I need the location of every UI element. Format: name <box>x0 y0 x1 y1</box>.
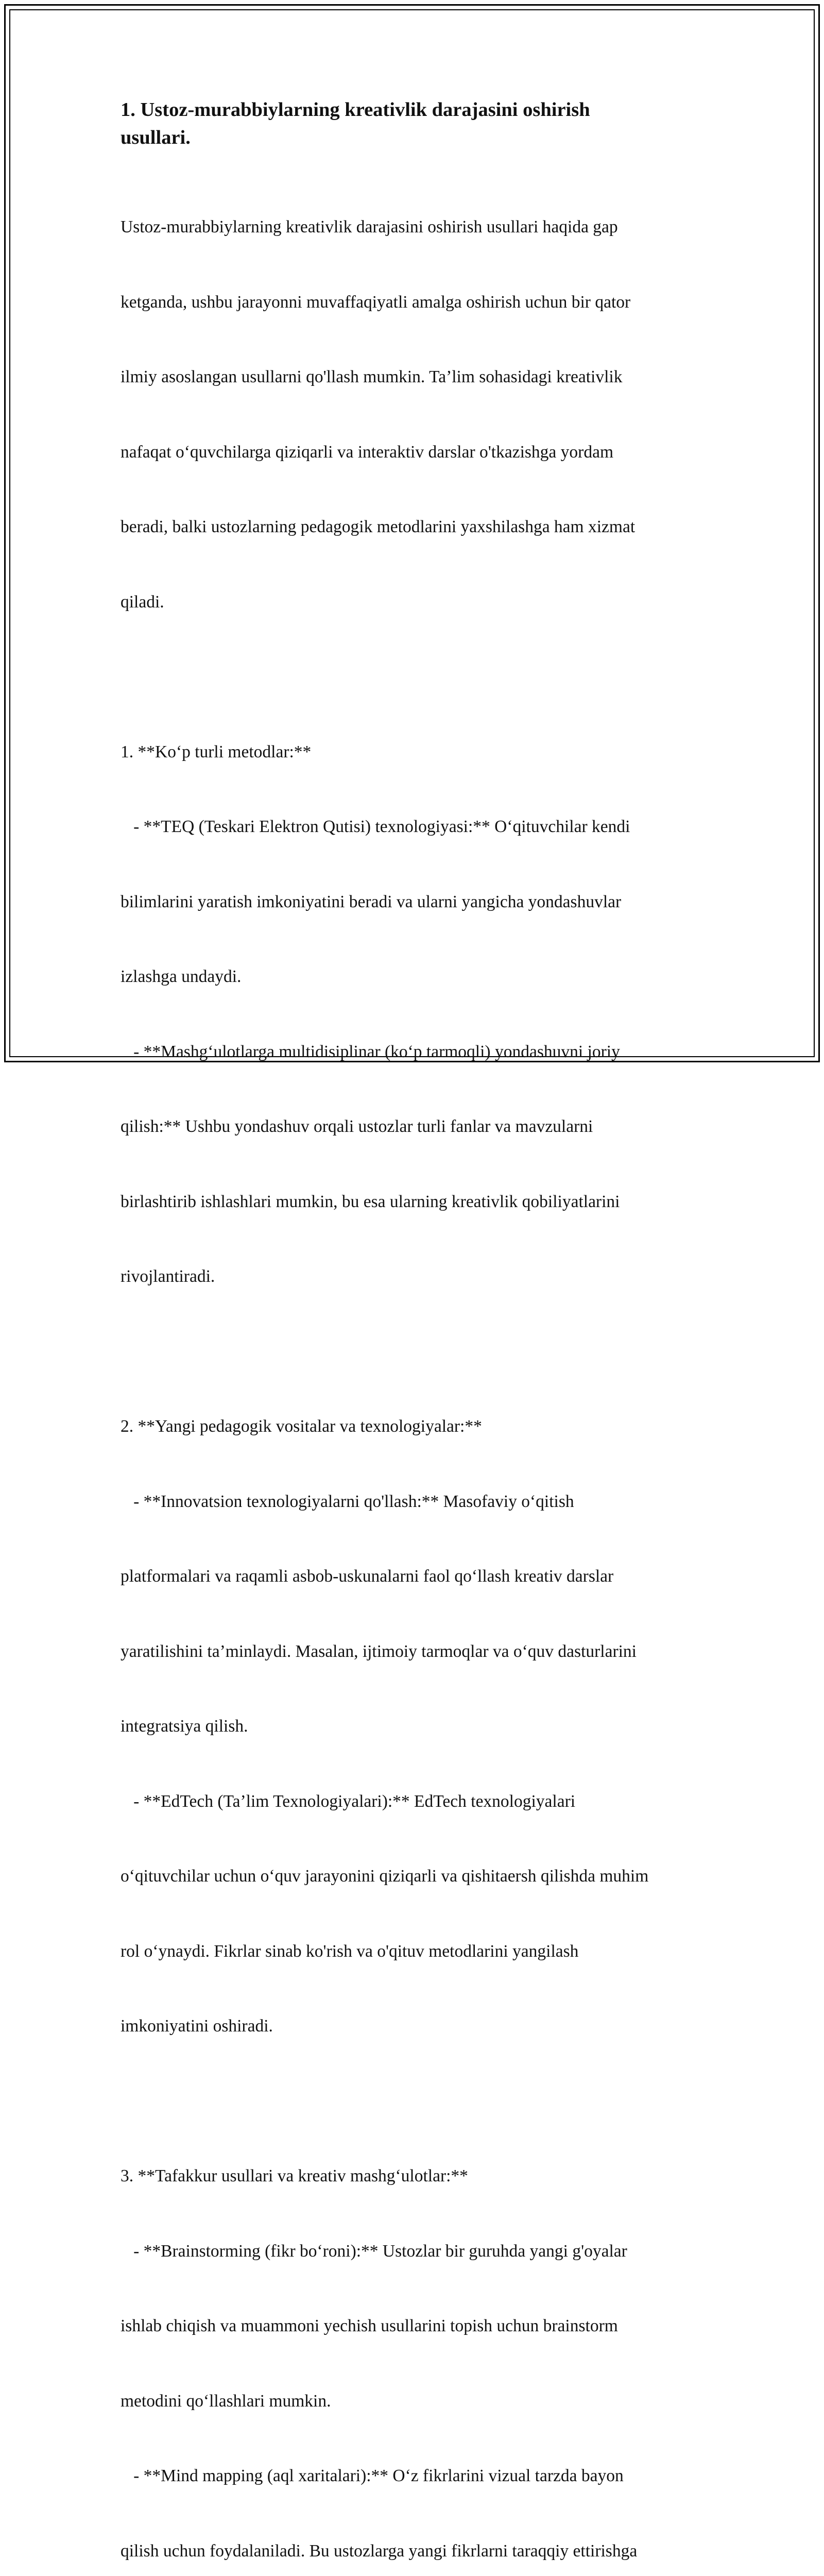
title-line: 1. Ustoz-murabbiylarning kreativlik darajasini oshirish <box>121 99 590 121</box>
section-line: bilimlarini yaratish imkoniyatini beradi va ularni yangicha yondashuvlar <box>121 892 622 911</box>
section-line: - **Innovatsion texnologiyalarni qo'llash:** Masofaviy o‘qitish <box>121 1492 574 1511</box>
section-line: rol o‘ynaydi. Fikrlar sinab ko'rish va o'qituv metodlarini yangilash <box>121 1941 579 1961</box>
section-heading: 2. **Yangi pedagogik vositalar va texnologiyalar:** <box>121 1417 482 1436</box>
section-line: - **EdTech (Ta’lim Texnologiyalari):** EdTech texnologiyalari <box>121 1791 576 1811</box>
section-line: platformalari va raqamli asbob-uskunalarni faol qo‘llash kreativ darslar <box>121 1567 614 1586</box>
section-line: birlashtirib ishlashlari mumkin, bu esa ularning kreativlik qobiliyatlarini <box>121 1192 620 1211</box>
section-line: - **Mashg‘ulotlarga multidisiplinar (ko‘p tarmoqli) yondashuvni joriy <box>121 1042 620 1061</box>
section-line: - **Brainstorming (fikr bo‘roni):** Ustozlar bir guruhda yangi g'oyalar <box>121 2241 627 2261</box>
section-line: qilish:** Ushbu yondashuv orqali ustozlar turli fanlar va mavzularni <box>121 1117 593 1136</box>
section-line: metodini qo‘llashlari mumkin. <box>121 2391 331 2411</box>
section-line: o‘qituvchilar uchun o‘quv jarayonini qiziqarli va qishitaersh qilishda muhim <box>121 1867 649 1886</box>
section-line: integratsiya qilish. <box>121 1717 248 1736</box>
intro-paragraph <box>121 165 708 665</box>
intro-line: Ustoz-murabbiylarning kreativlik darajasini oshirish usullari haqida gap <box>121 217 618 236</box>
section-line: - **TEQ (Teskari Elektron Qutisi) texnologiyasi:** O‘qituvchilar kendi <box>121 817 630 836</box>
title-line: usullari. <box>121 127 191 148</box>
intro-line: ilmiy asoslangan usullarni qo'llash mumkin. Ta’lim sohasidagi kreativlik <box>121 367 623 386</box>
section-heading: 1. **Ko‘p turli metodlar:** <box>121 742 312 761</box>
section-heading: 3. **Tafakkur usullari va kreativ mashg‘ulotlar:** <box>121 2166 468 2185</box>
section-line: ishlab chiqish va muammoni yechish usullarini topish uchun brainstorm <box>121 2316 618 2335</box>
intro-line: qiladi. <box>121 592 164 612</box>
section-1 <box>121 690 708 1340</box>
section-line: - **Mind mapping (aql xaritalari):** O‘z fikrlarini vizual tarzda bayon <box>121 2466 624 2485</box>
section-3 <box>121 2114 708 2576</box>
document-title <box>121 96 708 151</box>
section-line: imkoniyatini oshiradi. <box>121 2016 273 2036</box>
intro-line: ketganda, ushbu jarayonni muvaffaqiyatli amalga oshirish uchun bir qator <box>121 292 631 312</box>
document-body <box>121 96 708 2576</box>
section-line: rivojlantiradi. <box>121 1267 215 1286</box>
section-line: qilish uchun foydalaniladi. Bu ustozlarga yangi fikrlarni taraqqiy ettirishga <box>121 2541 638 2561</box>
intro-line: beradi, balki ustozlarning pedagogik metodlarini yaxshilashga ham xizmat <box>121 517 636 536</box>
section-line: izlashga undaydi. <box>121 967 242 986</box>
section-line: yaratilishini ta’minlaydi. Masalan, ijtimoiy tarmoqlar va o‘quv dasturlarini <box>121 1641 637 1661</box>
section-2 <box>121 1364 708 2089</box>
intro-line: nafaqat o‘quvchilarga qiziqarli va interaktiv darslar o'tkazishga yordam <box>121 442 614 462</box>
